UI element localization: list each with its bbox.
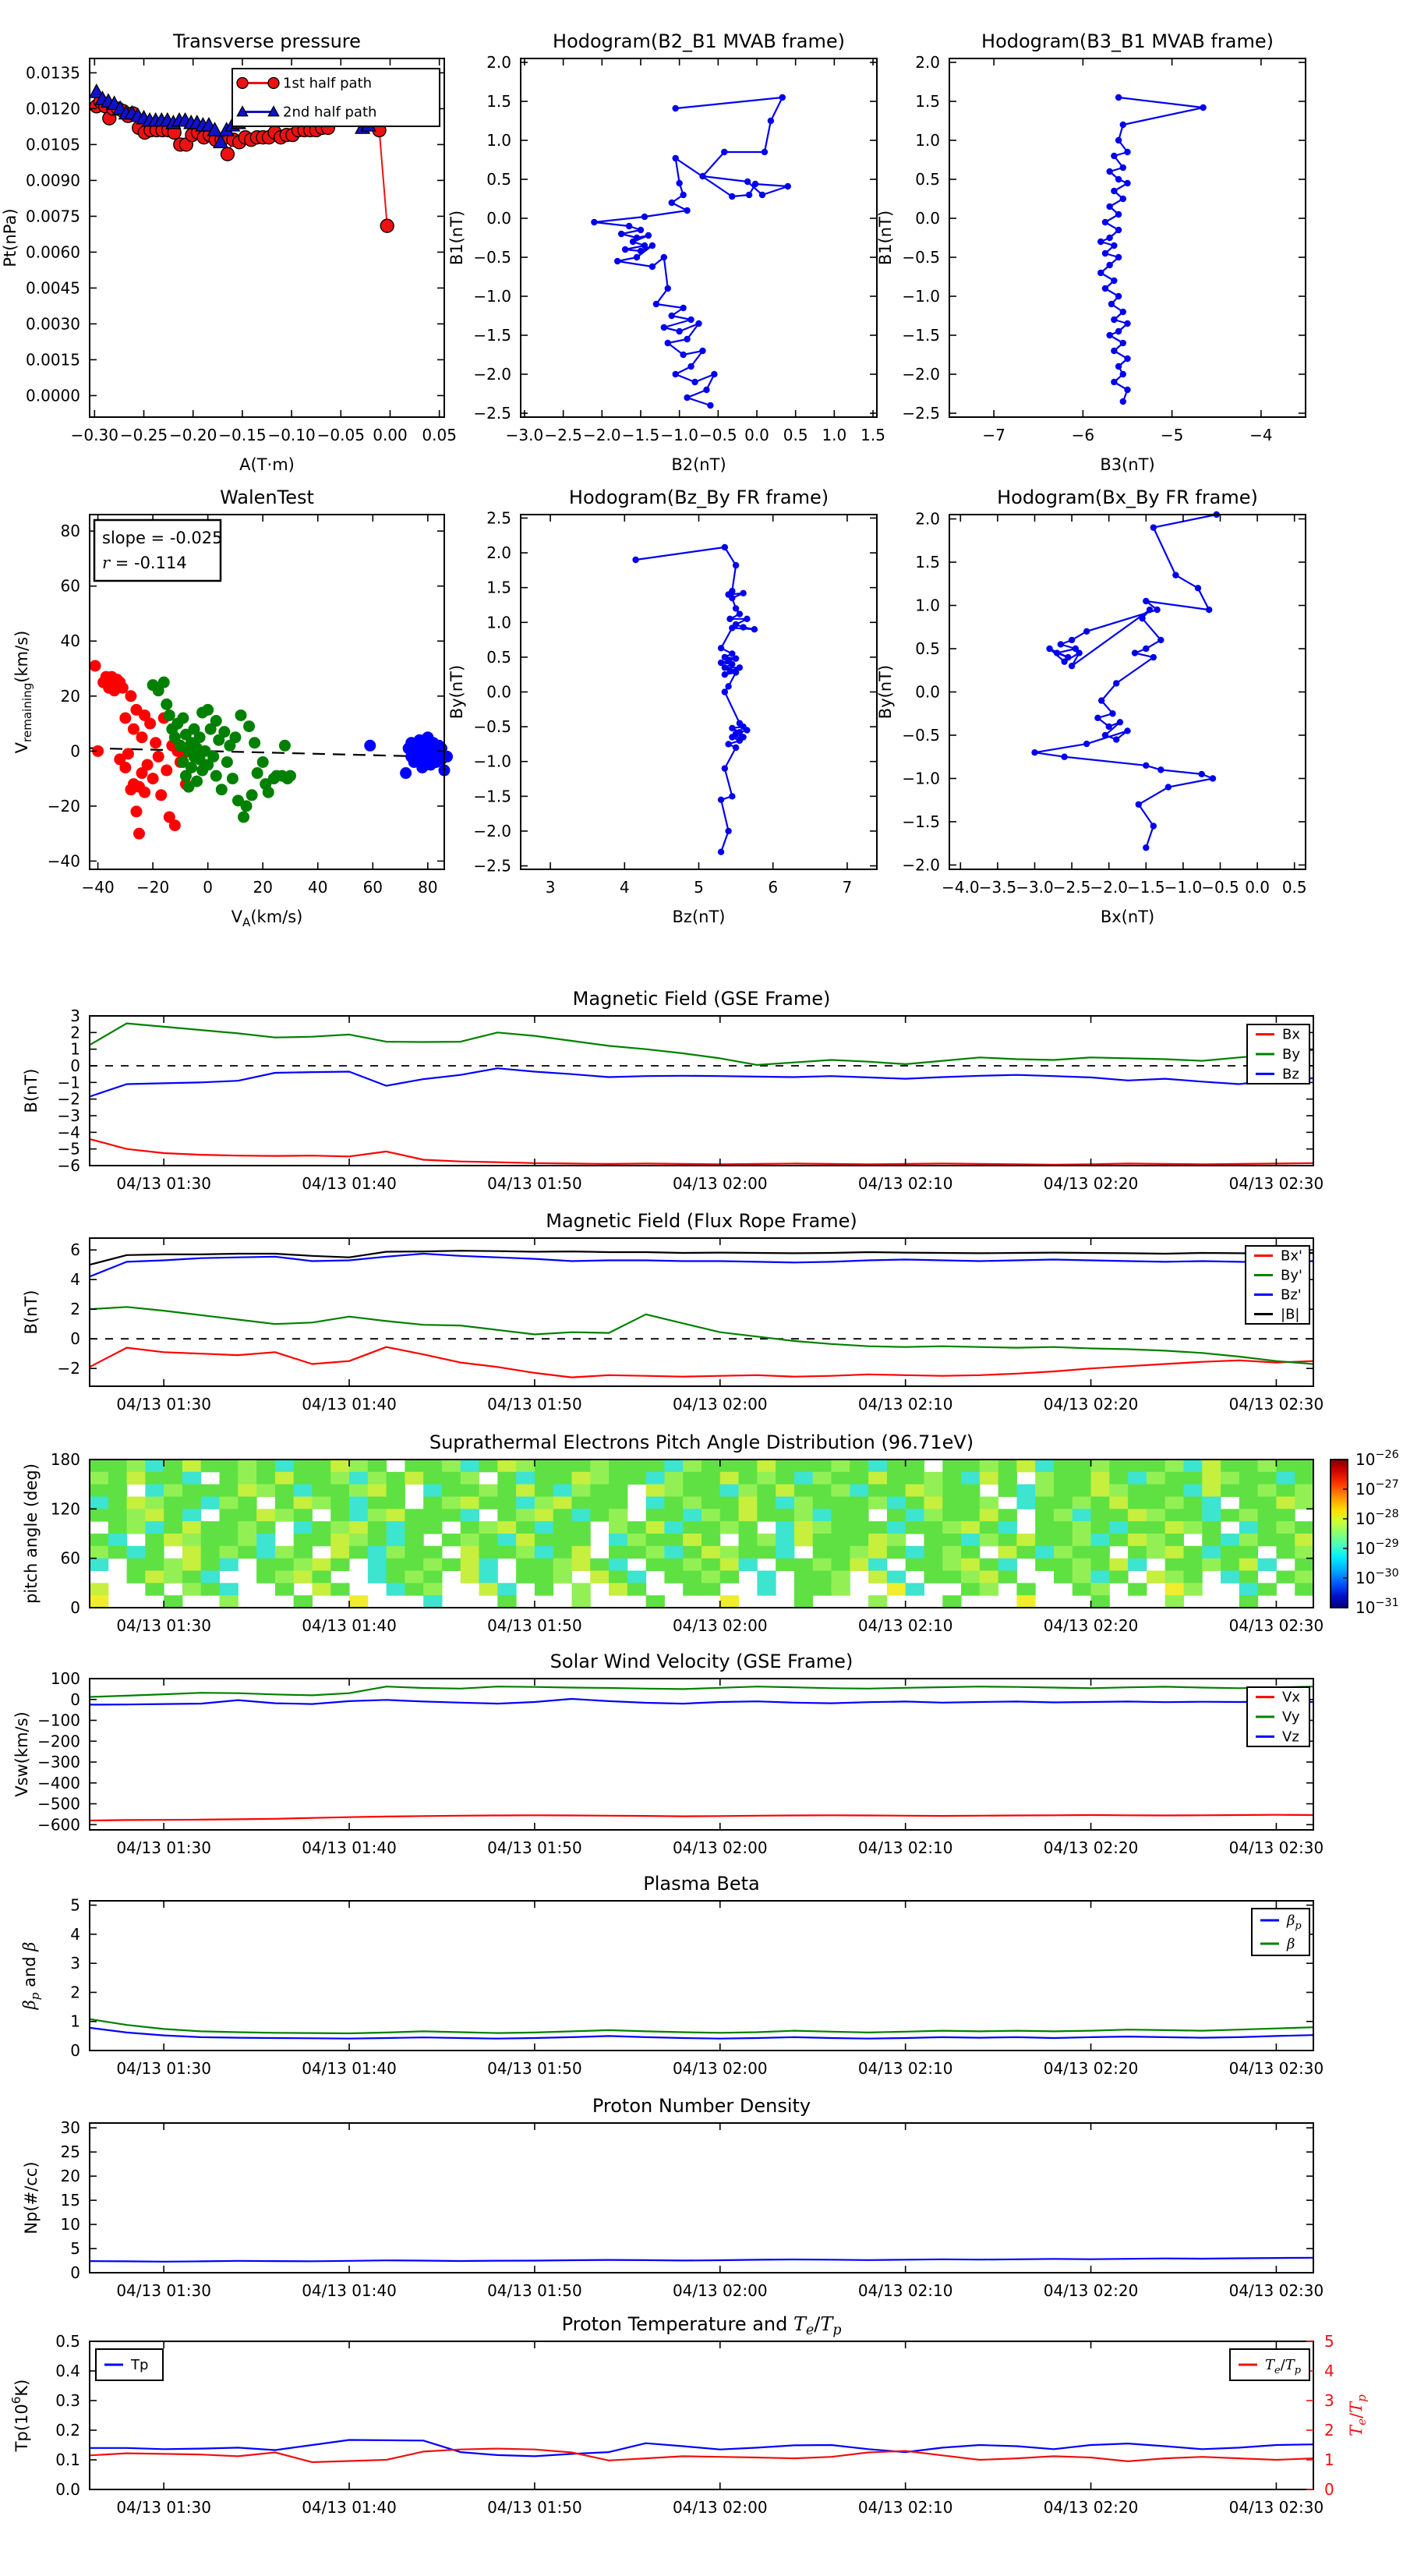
svg-text:VA(km/s): $V_A(km/s)$ <box>231 908 303 929</box>
svg-text:Magnetic Field (Flux Rope Fram: Magnetic Field (Flux Rope Frame) <box>546 1210 857 1232</box>
svg-text:04/13 02:30: 04/13 02:30 <box>1228 1616 1324 1635</box>
svg-text:04/13 02:30: 04/13 02:30 <box>1228 1395 1324 1414</box>
svg-text:04/13 01:40: 04/13 01:40 <box>302 1174 397 1193</box>
svg-text:04/13 02:30: 04/13 02:30 <box>1228 2498 1324 2517</box>
svg-text:Te/Tp: $T_e/T_p$ <box>1347 2394 1369 2436</box>
svg-text:−3: −3 <box>57 1106 80 1125</box>
svg-text:30: 30 <box>60 2118 80 2138</box>
svg-text:βp: $\beta_p$ <box>1287 1913 1302 1932</box>
svg-text:0.2: 0.2 <box>55 2421 80 2440</box>
svg-text:0.0075: 0.0075 <box>26 207 80 226</box>
svg-text:10−29: $10^{-29}$ <box>1355 1537 1399 1558</box>
svg-text:2: 2 <box>70 1023 80 1042</box>
svg-text:−40: −40 <box>47 851 80 871</box>
svg-text:0: 0 <box>70 1329 80 1349</box>
svg-text:Bz(nT): Bz(nT) <box>672 908 726 926</box>
svg-text:04/13 02:30: 04/13 02:30 <box>1228 1838 1324 1857</box>
svg-text:A(T·m): A(T·m) <box>239 455 295 474</box>
svg-text:04/13 01:30: 04/13 01:30 <box>116 2059 211 2078</box>
svg-text:04/13 02:00: 04/13 02:00 <box>672 1616 768 1635</box>
svg-text:By': By' <box>1281 1267 1302 1284</box>
svg-text:By(nT): By(nT) <box>876 664 895 720</box>
svg-text:20: 20 <box>60 2167 80 2186</box>
svg-text:pitch angle (deg): pitch angle (deg) <box>22 1463 41 1604</box>
chart-hodogram-bzby <box>447 487 877 926</box>
svg-text:0.0120: 0.0120 <box>26 99 80 119</box>
svg-text:0.1: 0.1 <box>55 2450 80 2469</box>
svg-text:B2(nT): B2(nT) <box>671 455 726 474</box>
svg-text:−0.5: −0.5 <box>699 426 737 444</box>
svg-text:−0.15: −0.15 <box>218 426 267 444</box>
svg-text:−3.0: −3.0 <box>505 426 544 444</box>
svg-text:Magnetic Field (GSE Frame): Magnetic Field (GSE Frame) <box>572 988 831 1010</box>
svg-text:Hodogram(Bz_By FR frame): Hodogram(Bz_By FR frame) <box>568 487 829 508</box>
svg-text:0.5: 0.5 <box>55 2332 80 2351</box>
svg-text:04/13 01:30: 04/13 01:30 <box>116 2281 211 2300</box>
svg-text:B(nT): B(nT) <box>22 1290 41 1335</box>
svg-text:−0.5: −0.5 <box>1201 878 1239 897</box>
svg-text:1st half path: 1st half path <box>283 75 373 92</box>
svg-text:0: 0 <box>70 1690 80 1709</box>
svg-text:0.0: 0.0 <box>55 2480 80 2499</box>
svg-text:4: 4 <box>1324 2362 1334 2380</box>
svg-text:3: 3 <box>545 878 556 897</box>
svg-text:Vz: Vz <box>1282 1729 1299 1746</box>
svg-text:04/13 02:00: 04/13 02:00 <box>672 1174 768 1193</box>
svg-text:80: 80 <box>418 878 438 897</box>
svg-text:−1.0: −1.0 <box>473 287 511 306</box>
chart-magnetic-field-gse <box>22 988 1323 1193</box>
svg-text:0.0105: 0.0105 <box>26 135 80 154</box>
svg-text:−0.20: −0.20 <box>169 426 217 444</box>
chart-solar-wind-velocity <box>12 1651 1323 1857</box>
svg-text:04/13 02:20: 04/13 02:20 <box>1043 1838 1139 1857</box>
svg-text:04/13 02:20: 04/13 02:20 <box>1043 2498 1139 2517</box>
svg-text:04/13 01:50: 04/13 01:50 <box>487 1174 582 1193</box>
svg-text:−6: −6 <box>1071 426 1095 444</box>
svg-text:0.0: 0.0 <box>486 682 511 702</box>
svg-text:6: 6 <box>768 878 779 897</box>
svg-text:100: 100 <box>50 1669 80 1688</box>
svg-text:Tp(106K): $Tp(10^6K)$ <box>9 2379 31 2452</box>
svg-text:−4: −4 <box>57 1123 80 1142</box>
svg-text:0: 0 <box>203 878 214 897</box>
svg-text:1: 1 <box>70 1039 80 1059</box>
svg-text:0.5: 0.5 <box>486 647 511 667</box>
svg-text:10−31: $10^{-31}$ <box>1355 1597 1399 1617</box>
chart-hodogram-b2b1 <box>447 30 885 474</box>
svg-text:−2.0: −2.0 <box>902 365 940 384</box>
svg-text:−1.5: −1.5 <box>902 812 940 831</box>
svg-text:Solar Wind Velocity (GSE Frame: Solar Wind Velocity (GSE Frame) <box>550 1651 853 1672</box>
svg-text:0.5: 0.5 <box>1281 878 1307 897</box>
svg-text:r = -0.114: r = -0.114 <box>102 554 187 572</box>
svg-text:−1.0: −1.0 <box>1164 878 1203 897</box>
svg-text:Proton Number Density: Proton Number Density <box>592 2095 811 2117</box>
svg-text:By: By <box>1282 1046 1301 1063</box>
chart-hodogram-bxby <box>876 487 1307 926</box>
svg-text:−40: −40 <box>81 878 115 897</box>
svg-text:0: 0 <box>70 1598 80 1617</box>
svg-text:04/13 02:10: 04/13 02:10 <box>857 2281 953 2300</box>
svg-text:0.0045: 0.0045 <box>26 278 80 298</box>
svg-text:−0.5: −0.5 <box>902 248 940 267</box>
svg-text:04/13 02:10: 04/13 02:10 <box>857 1395 953 1414</box>
svg-text:Pt(nPa): Pt(nPa) <box>1 208 19 267</box>
svg-text:0.5: 0.5 <box>783 426 808 444</box>
svg-text:−5: −5 <box>1160 426 1184 444</box>
svg-text:Hodogram(B3_B1 MVAB frame): Hodogram(B3_B1 MVAB frame) <box>981 30 1274 52</box>
svg-text:10: 10 <box>60 2215 80 2235</box>
svg-text:5: 5 <box>70 2239 80 2259</box>
svg-text:By(nT): By(nT) <box>447 664 466 720</box>
chart-hodogram-b3b1 <box>876 30 1306 474</box>
svg-text:04/13 01:50: 04/13 01:50 <box>487 2281 582 2300</box>
svg-text:04/13 01:30: 04/13 01:30 <box>116 2498 211 2517</box>
svg-text:0.0: 0.0 <box>915 209 940 228</box>
svg-text:04/13 02:10: 04/13 02:10 <box>857 2059 953 2078</box>
svg-text:−1: −1 <box>57 1073 80 1092</box>
svg-text:Bz: Bz <box>1282 1066 1299 1083</box>
svg-text:−20: −20 <box>47 796 80 816</box>
svg-text:B3(nT): B3(nT) <box>1100 455 1155 474</box>
svg-text:04/13 01:50: 04/13 01:50 <box>487 2498 582 2517</box>
svg-text:−2.5: −2.5 <box>902 404 940 423</box>
svg-text:120: 120 <box>50 1499 80 1519</box>
svg-text:04/13 02:20: 04/13 02:20 <box>1043 1395 1139 1414</box>
svg-text:−400: −400 <box>37 1773 80 1792</box>
svg-text:0.0: 0.0 <box>915 682 940 702</box>
svg-text:60: 60 <box>362 878 383 897</box>
svg-text:−2.0: −2.0 <box>473 821 511 840</box>
svg-text:−0.5: −0.5 <box>473 248 511 267</box>
svg-text:−2.0: −2.0 <box>473 365 511 384</box>
svg-text:0: 0 <box>70 2263 80 2282</box>
svg-text:04/13 01:50: 04/13 01:50 <box>487 1838 582 1857</box>
svg-text:−1.0: −1.0 <box>473 752 511 771</box>
svg-text:−1.5: −1.5 <box>473 787 511 806</box>
svg-text:−1.0: −1.0 <box>902 769 940 788</box>
svg-text:0.5: 0.5 <box>486 170 511 189</box>
svg-text:04/13 02:10: 04/13 02:10 <box>857 1616 953 1635</box>
svg-text:1.5: 1.5 <box>486 578 511 597</box>
svg-text:04/13 01:40: 04/13 01:40 <box>302 2281 397 2300</box>
svg-text:10−26: $10^{-26}$ <box>1355 1449 1399 1469</box>
svg-text:04/13 02:20: 04/13 02:20 <box>1043 1616 1139 1635</box>
svg-text:40: 40 <box>308 878 328 897</box>
svg-text:−1.5: −1.5 <box>621 426 660 444</box>
svg-text:25: 25 <box>60 2143 80 2162</box>
svg-text:−2.0: −2.0 <box>1090 878 1128 897</box>
svg-text:Tp: Tp <box>131 2357 149 2373</box>
svg-text:04/13 02:00: 04/13 02:00 <box>672 2281 768 2300</box>
svg-text:−500: −500 <box>37 1794 80 1813</box>
svg-text:04/13 01:40: 04/13 01:40 <box>302 1838 397 1857</box>
svg-text:−1.0: −1.0 <box>660 426 698 444</box>
svg-text:Bx: Bx <box>1282 1026 1301 1043</box>
svg-text:15: 15 <box>60 2191 80 2210</box>
svg-text:Suprathermal Electrons Pitch A: Suprathermal Electrons Pitch Angle Distribution (96.71eV) <box>429 1431 974 1453</box>
chart-electron-pad <box>22 1431 1399 1635</box>
svg-text:0: 0 <box>70 1056 80 1075</box>
svg-text:04/13 02:20: 04/13 02:20 <box>1043 1174 1139 1193</box>
svg-text:2: 2 <box>1324 2421 1334 2440</box>
svg-text:Proton Temperature and Te/Tp: Proton Temperature and $T_e/T_p$ <box>561 2313 842 2338</box>
chart-plasma-beta <box>20 1873 1323 2078</box>
svg-text:0.3: 0.3 <box>55 2391 80 2410</box>
svg-text:Np(#/cc): Np(#/cc) <box>22 2161 41 2235</box>
svg-text:04/13 02:00: 04/13 02:00 <box>672 2059 768 2078</box>
svg-text:0.0: 0.0 <box>744 426 769 444</box>
svg-text:04/13 02:30: 04/13 02:30 <box>1228 1174 1324 1193</box>
svg-text:04/13 02:10: 04/13 02:10 <box>857 1838 953 1857</box>
svg-text:1.5: 1.5 <box>915 92 940 111</box>
svg-text:1.5: 1.5 <box>915 553 940 572</box>
svg-text:2: 2 <box>70 1300 80 1319</box>
svg-text:0.0030: 0.0030 <box>26 314 80 334</box>
svg-text:−100: −100 <box>37 1711 80 1730</box>
svg-text:0: 0 <box>70 741 80 761</box>
chart-walen-test <box>12 487 453 929</box>
svg-text:1.0: 1.0 <box>486 613 511 632</box>
svg-text:0.0015: 0.0015 <box>26 350 80 370</box>
svg-text:40: 40 <box>60 632 80 651</box>
svg-text:0.4: 0.4 <box>55 2362 80 2380</box>
svg-text:1.0: 1.0 <box>822 426 847 444</box>
svg-text:−5: −5 <box>57 1139 80 1159</box>
svg-text:Transverse pressure: Transverse pressure <box>173 30 361 52</box>
svg-text:0.5: 0.5 <box>915 170 940 189</box>
svg-text:1.0: 1.0 <box>486 131 511 150</box>
svg-text:80: 80 <box>60 522 80 541</box>
svg-text:−2.0: −2.0 <box>583 426 621 444</box>
svg-text:slope = -0.025: slope = -0.025 <box>102 529 223 547</box>
svg-text:04/13 02:30: 04/13 02:30 <box>1228 2281 1324 2300</box>
svg-text:7: 7 <box>842 878 853 897</box>
svg-text:0.0060: 0.0060 <box>26 242 80 262</box>
svg-text:2.5: 2.5 <box>486 508 511 528</box>
svg-text:0.05: 0.05 <box>422 426 457 444</box>
svg-text:10−27: $10^{-27}$ <box>1355 1478 1399 1499</box>
svg-text:60: 60 <box>60 576 80 596</box>
svg-text:04/13 02:30: 04/13 02:30 <box>1228 2059 1324 2078</box>
svg-text:2: 2 <box>70 1983 80 2002</box>
svg-text:Vy: Vy <box>1282 1709 1300 1725</box>
svg-text:Vsw(km/s): Vsw(km/s) <box>12 1711 31 1797</box>
svg-text:−2.5: −2.5 <box>1052 878 1091 897</box>
svg-text:−600: −600 <box>37 1815 80 1835</box>
svg-text:Bx': Bx' <box>1281 1247 1302 1265</box>
svg-text:0.0000: 0.0000 <box>26 386 80 405</box>
svg-text:Plasma Beta: Plasma Beta <box>643 1873 760 1895</box>
svg-text:β: β <box>1287 1936 1295 1952</box>
svg-text:1: 1 <box>1324 2450 1334 2469</box>
svg-text:B1(nT): B1(nT) <box>447 210 466 266</box>
svg-text:1: 1 <box>70 2012 80 2031</box>
svg-text:Hodogram(Bx_By FR frame): Hodogram(Bx_By FR frame) <box>997 487 1258 508</box>
svg-text:0: 0 <box>70 2041 80 2060</box>
chart-transverse-pressure <box>1 30 457 474</box>
svg-text:WalenTest: WalenTest <box>220 487 314 508</box>
svg-text:5: 5 <box>1324 2332 1334 2351</box>
svg-text:04/13 01:30: 04/13 01:30 <box>116 1838 211 1857</box>
svg-text:1.0: 1.0 <box>915 131 940 150</box>
svg-text:4: 4 <box>70 1270 80 1290</box>
svg-text:βp and β: $\beta_p$ and β <box>20 1941 42 2010</box>
svg-text:−2.5: −2.5 <box>473 404 511 423</box>
chart-proton-temperature <box>9 2313 1369 2517</box>
svg-text:2nd half path: 2nd half path <box>283 104 377 121</box>
svg-text:04/13 02:20: 04/13 02:20 <box>1043 2281 1139 2300</box>
svg-text:Te/Tp: $T_e/T_p$ <box>1265 2357 1302 2376</box>
svg-text:−1.5: −1.5 <box>902 326 940 345</box>
svg-text:0: 0 <box>1324 2480 1334 2499</box>
svg-text:04/13 01:30: 04/13 01:30 <box>116 1395 211 1414</box>
svg-text:6: 6 <box>70 1240 80 1260</box>
svg-text:0.5: 0.5 <box>915 639 940 659</box>
svg-text:1.5: 1.5 <box>861 426 885 444</box>
svg-text:2.0: 2.0 <box>486 53 511 72</box>
svg-text:3: 3 <box>1324 2391 1334 2410</box>
svg-text:−4.0: −4.0 <box>941 878 980 897</box>
svg-text:Bx(nT): Bx(nT) <box>1100 908 1155 926</box>
svg-text:20: 20 <box>60 686 80 706</box>
svg-text:−20: −20 <box>136 878 170 897</box>
svg-text:20: 20 <box>253 878 273 897</box>
svg-text:1.0: 1.0 <box>915 596 940 615</box>
svg-text:0.00: 0.00 <box>373 426 408 444</box>
svg-text:10−30: $10^{-30}$ <box>1355 1567 1399 1587</box>
svg-text:B(nT): B(nT) <box>22 1068 41 1113</box>
svg-text:04/13 02:10: 04/13 02:10 <box>857 2498 953 2517</box>
svg-text:2.0: 2.0 <box>486 543 511 563</box>
svg-text:04/13 01:40: 04/13 01:40 <box>302 1395 397 1414</box>
svg-text:0.0: 0.0 <box>486 209 511 228</box>
svg-text:10−28: $10^{-28}$ <box>1355 1508 1399 1528</box>
svg-text:B1(nT): B1(nT) <box>876 210 895 266</box>
svg-text:5: 5 <box>694 878 704 897</box>
svg-text:04/13 02:00: 04/13 02:00 <box>672 1838 768 1857</box>
svg-text:5: 5 <box>70 1895 80 1915</box>
svg-text:04/13 01:50: 04/13 01:50 <box>487 2059 582 2078</box>
svg-text:|B|: |B| <box>1281 1306 1300 1323</box>
svg-text:4: 4 <box>619 878 630 897</box>
svg-text:−3.5: −3.5 <box>978 878 1017 897</box>
svg-text:4: 4 <box>70 1924 80 1944</box>
svg-text:−2: −2 <box>57 1089 80 1109</box>
svg-text:−1.5: −1.5 <box>473 326 511 345</box>
svg-text:1.5: 1.5 <box>486 92 511 111</box>
svg-text:04/13 01:40: 04/13 01:40 <box>302 1616 397 1635</box>
svg-text:04/13 02:20: 04/13 02:20 <box>1043 2059 1139 2078</box>
svg-text:−2.5: −2.5 <box>544 426 582 444</box>
svg-text:180: 180 <box>50 1450 80 1469</box>
svg-text:60: 60 <box>60 1548 80 1568</box>
svg-text:2.0: 2.0 <box>915 509 940 529</box>
svg-text:−0.10: −0.10 <box>267 426 316 444</box>
svg-text:04/13 01:40: 04/13 01:40 <box>302 2059 397 2078</box>
svg-text:−6: −6 <box>57 1156 80 1175</box>
svg-text:−0.5: −0.5 <box>902 725 940 745</box>
svg-text:0.0: 0.0 <box>1245 878 1270 897</box>
chart-magnetic-field-fr <box>22 1210 1323 1414</box>
svg-text:−0.05: −0.05 <box>316 426 365 444</box>
svg-text:04/13 02:10: 04/13 02:10 <box>857 1174 953 1193</box>
svg-text:2.0: 2.0 <box>915 53 940 72</box>
svg-text:−0.25: −0.25 <box>119 426 168 444</box>
svg-text:3: 3 <box>70 1007 80 1025</box>
svg-text:−2.5: −2.5 <box>473 856 511 876</box>
svg-text:Vx: Vx <box>1282 1689 1300 1706</box>
svg-text:04/13 01:50: 04/13 01:50 <box>487 1616 582 1635</box>
chart-proton-density <box>22 2095 1323 2300</box>
svg-text:−4: −4 <box>1249 426 1273 444</box>
svg-text:04/13 01:50: 04/13 01:50 <box>487 1395 582 1414</box>
svg-text:3: 3 <box>70 1954 80 1973</box>
svg-text:−0.5: −0.5 <box>473 717 511 737</box>
svg-text:−200: −200 <box>37 1732 80 1751</box>
svg-text:Vremaining(km/s): $V_{remaining}(km/s)$ <box>12 630 34 754</box>
svg-text:0.0135: 0.0135 <box>26 63 80 83</box>
svg-text:04/13 01:40: 04/13 01:40 <box>302 2498 397 2517</box>
svg-text:−2: −2 <box>57 1359 80 1378</box>
svg-text:−1.5: −1.5 <box>1127 878 1165 897</box>
svg-text:−300: −300 <box>37 1753 80 1772</box>
svg-text:04/13 01:30: 04/13 01:30 <box>116 1174 211 1193</box>
svg-text:04/13 01:30: 04/13 01:30 <box>116 1616 211 1635</box>
svg-text:−2.0: −2.0 <box>902 855 940 875</box>
svg-text:−3.0: −3.0 <box>1016 878 1054 897</box>
svg-text:−0.30: −0.30 <box>70 426 118 444</box>
svg-text:−1.0: −1.0 <box>902 287 940 306</box>
svg-text:04/13 02:00: 04/13 02:00 <box>672 1395 768 1414</box>
svg-text:Bz': Bz' <box>1281 1286 1302 1304</box>
svg-text:04/13 02:00: 04/13 02:00 <box>672 2498 768 2517</box>
svg-text:Hodogram(B2_B1 MVAB frame): Hodogram(B2_B1 MVAB frame) <box>553 30 845 52</box>
svg-text:−7: −7 <box>982 426 1005 444</box>
svg-text:0.0090: 0.0090 <box>26 171 80 190</box>
